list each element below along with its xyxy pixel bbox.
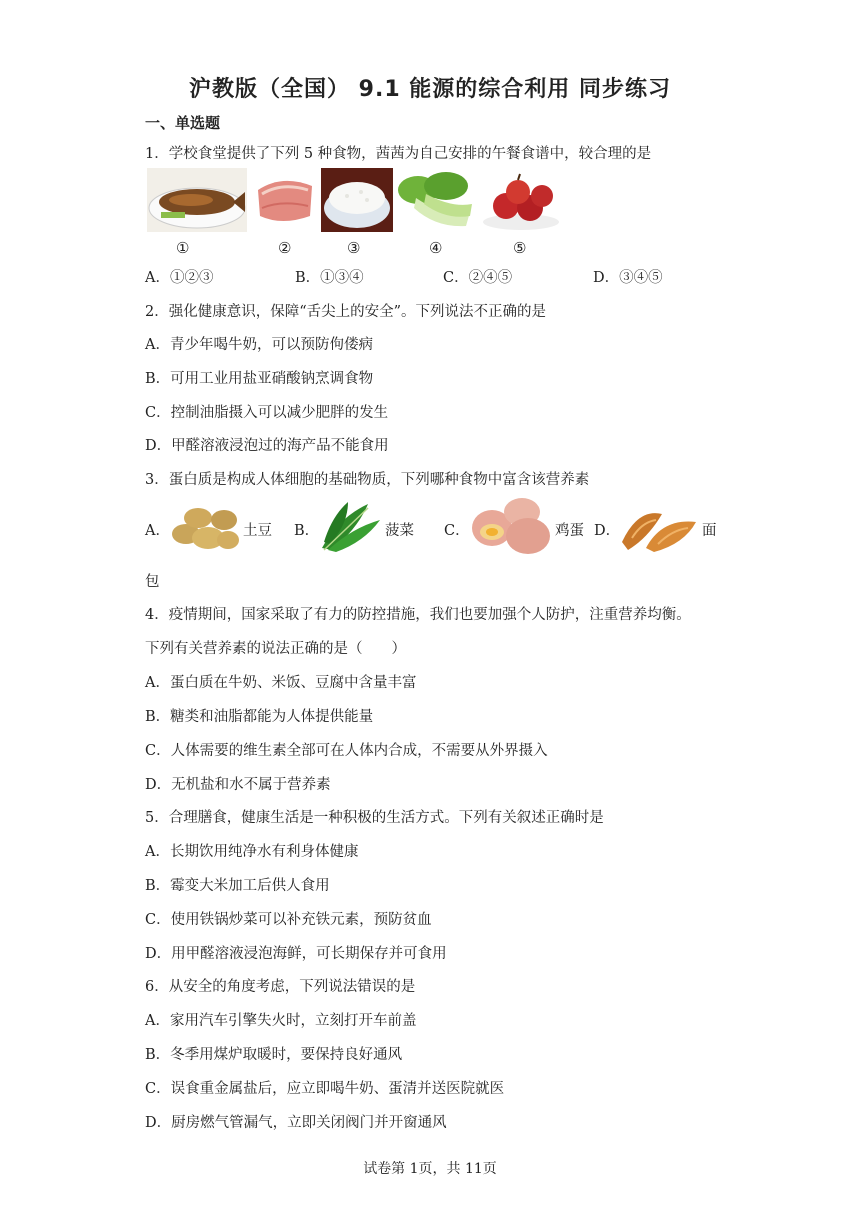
q2-option-d: D．甲醛溶液浸泡过的海产品不能食用 — [145, 438, 389, 454]
page-footer: 试卷第 1页，共 11页 — [363, 1161, 497, 1177]
q1-option-a: A．①②③ — [145, 270, 214, 286]
q2-option-b: B．可用工业用盐亚硝酸钠烹调食物 — [145, 371, 374, 387]
q1-options — [145, 266, 705, 286]
q2-option-a: A．青少年喝牛奶，可以预防佝偻病 — [145, 337, 373, 353]
q4-stem-continued: 下列有关营养素的说法正确的是（ ） — [145, 641, 406, 657]
q5-option-d: D．用甲醛溶液浸泡海鲜，可长期保存并可食用 — [145, 946, 447, 962]
q3-option-b-letter: B． — [294, 523, 320, 539]
q1-option-c: C．②④⑤ — [443, 270, 513, 286]
food-label-4: ④ — [429, 239, 443, 257]
q6-stem: 6．从安全的角度考虑，下列说法错误的是 — [145, 979, 416, 995]
q3-stem: 3．蛋白质是构成人体细胞的基础物质，下列哪种食物中富含该营养素 — [145, 472, 590, 488]
rice-image — [321, 168, 393, 232]
fish-dish-image — [147, 168, 247, 232]
food-label-1: ① — [176, 239, 190, 257]
spinach-image — [318, 498, 384, 554]
pork-image — [252, 168, 318, 232]
q4-option-b: B．糖类和油脂都能为人体提供能量 — [145, 709, 374, 725]
food-label-2: ② — [278, 239, 292, 257]
q4-option-c: C．人体需要的维生素全部可在人体内合成，不需要从外界摄入 — [145, 743, 548, 759]
q3-option-d-letter: D． — [594, 523, 621, 539]
q3-option-a-letter: A． — [145, 523, 170, 539]
q2-stem: 2．强化健康意识，保障“舌尖上的安全”。下列说法不正确的是 — [145, 304, 547, 320]
q5-option-c: C．使用铁锅炒菜可以补充铁元素，预防贫血 — [145, 912, 432, 928]
q4-stem: 4．疫情期间，国家采取了有力的防控措施，我们也要加强个人防护，注重营养均衡。 — [145, 607, 691, 623]
q3-option-d-text: 面 — [702, 523, 717, 539]
q4-option-a: A．蛋白质在牛奶、米饭、豆腐中含量丰富 — [145, 675, 417, 691]
q1-stem: 1．学校食堂提供了下列 5 种食物，茜茜为自己安排的午餐食谱中，较合理的是 — [145, 146, 652, 162]
q5-stem: 5．合理膳食，健康生活是一种积极的生活方式。下列有关叙述正确时是 — [145, 810, 604, 826]
q3-option-c-text: 鸡蛋 — [555, 523, 584, 539]
q3-option-d-wrap: 包 — [145, 574, 160, 590]
food-label-3: ③ — [347, 239, 361, 257]
page-title: 沪教版（全国） 9.1 能源的综合利用 同步练习 — [189, 77, 671, 102]
q6-option-d: D．厨房燃气管漏气，立即关闭阀门并开窗通风 — [145, 1115, 447, 1131]
q6-option-c: C．误食重金属盐后，应立即喝牛奶、蛋清并送医院就医 — [145, 1081, 505, 1097]
q6-option-a: A．家用汽车引擎失火时，立刻打开车前盖 — [145, 1013, 417, 1029]
q5-option-a: A．长期饮用纯净水有利身体健康 — [145, 844, 359, 860]
q5-option-b: B．霉变大米加工后供人食用 — [145, 878, 330, 894]
q4-option-d: D．无机盐和水不属于营养素 — [145, 777, 331, 793]
bok-choy-image — [396, 168, 476, 232]
bread-image — [618, 498, 700, 554]
food-label-5: ⑤ — [513, 239, 527, 257]
potato-image — [168, 498, 242, 554]
q1-option-b: B．①③④ — [295, 270, 364, 286]
q6-option-b: B．冬季用煤炉取暖时，要保持良好通风 — [145, 1047, 403, 1063]
q3-option-a-text: 土豆 — [243, 523, 272, 539]
egg-image — [468, 494, 554, 556]
q2-option-c: C．控制油脂摄入可以减少肥胖的发生 — [145, 405, 389, 421]
q1-option-d: D．③④⑤ — [593, 270, 663, 286]
q3-option-b-text: 菠菜 — [385, 523, 414, 539]
section-heading: 一、单选题 — [145, 114, 221, 132]
q3-option-c-letter: C． — [444, 523, 470, 539]
apples-image — [480, 168, 562, 232]
